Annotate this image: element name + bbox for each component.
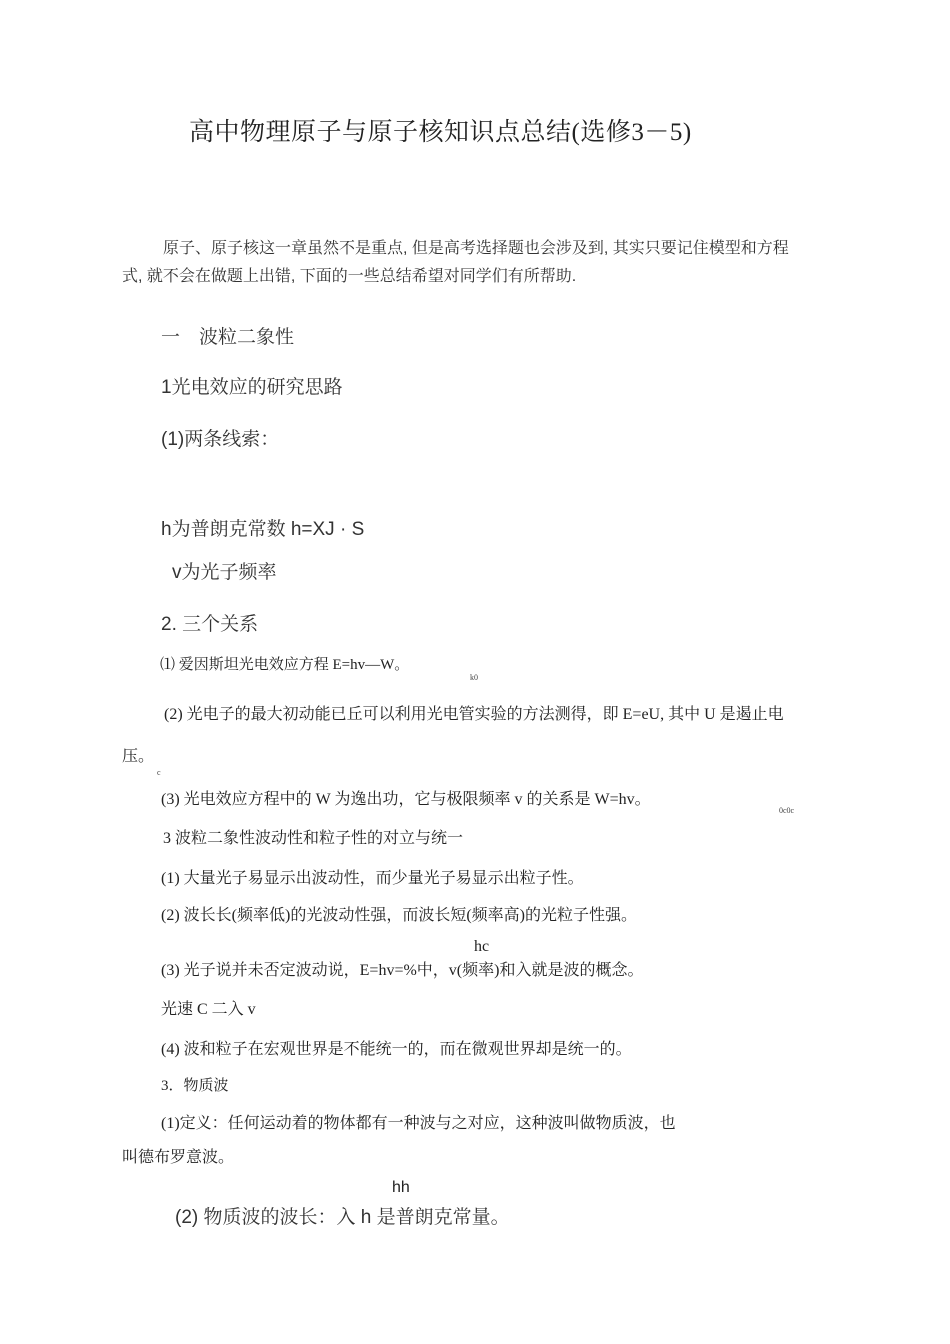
- two-clues-label: (1)两条线索：: [161, 429, 280, 450]
- relation-3: (3) 光电效应方程中的 W 为逸出功，它与极限频率 v 的关系是 W=hv。: [161, 791, 651, 808]
- relation-1-subscript: k0: [470, 673, 478, 682]
- matter-wave-wavelength: (2) 物质波的波长：入 h 是普朗克常量。: [175, 1207, 510, 1228]
- intro-line-1: 原子、原子核这一章虽然不是重点, 但是高考选择题也会涉及到, 其实只要记住模型和方程: [163, 240, 789, 257]
- light-speed-line: 光速 C 二入 v: [161, 1001, 256, 1018]
- relation-3-subscript: 0c0c: [779, 806, 795, 815]
- relation-2-line-2: 压。: [122, 748, 155, 765]
- duality-point-3-fraction: hc: [474, 938, 490, 955]
- subheading-photoelectric: 1光电效应的研究思路: [161, 377, 343, 398]
- subheading-duality: 3 波粒二象性波动性和粒子性的对立与统一: [163, 830, 464, 847]
- duality-point-3: (3) 光子说并未否定波动说，E=hv=%中，v(频率)和入就是波的概念。: [161, 962, 644, 979]
- subheading-matter-wave: 3．物质波: [161, 1078, 229, 1094]
- duality-point-4: (4) 波和粒子在宏观世界是不能统一的，而在微观世界却是统一的。: [161, 1041, 632, 1058]
- page-title: 高中物理原子与原子核知识点总结(选修3－5): [189, 119, 692, 146]
- relation-2-subscript: c: [157, 768, 161, 777]
- subheading-three-relations: 2. 三个关系: [161, 614, 259, 635]
- matter-wave-definition-1: (1)定义：任何运动着的物体都有一种波与之对应，这种波叫做物质波，也: [161, 1115, 676, 1132]
- planck-constant-line: h为普朗克常数 h=XJ · S: [161, 519, 365, 540]
- relation-2-line-1: (2) 光电子的最大初动能已丘可以利用光电管实验的方法测得，即 E=eU, 其中 U 是遏止电: [164, 706, 784, 723]
- intro-line-2: 式, 就不会在做题上出错, 下面的一些总结希望对同学们有所帮助.: [122, 268, 577, 285]
- section-heading: 一 波粒二象性: [161, 327, 295, 348]
- matter-wave-definition-2: 叫德布罗意波。: [122, 1149, 235, 1166]
- wavelength-fraction: hh: [392, 1179, 410, 1196]
- relation-1: ⑴ 爱因斯坦光电效应方程 E=hv—W。: [160, 657, 410, 673]
- duality-point-1: (1) 大量光子易显示出波动性，而少量光子易显示出粒子性。: [161, 870, 584, 887]
- photon-frequency-line: v为光子频率: [172, 562, 277, 583]
- duality-point-2: (2) 波长长(频率低)的光波动性强，而波长短(频率高)的光粒子性强。: [161, 907, 637, 924]
